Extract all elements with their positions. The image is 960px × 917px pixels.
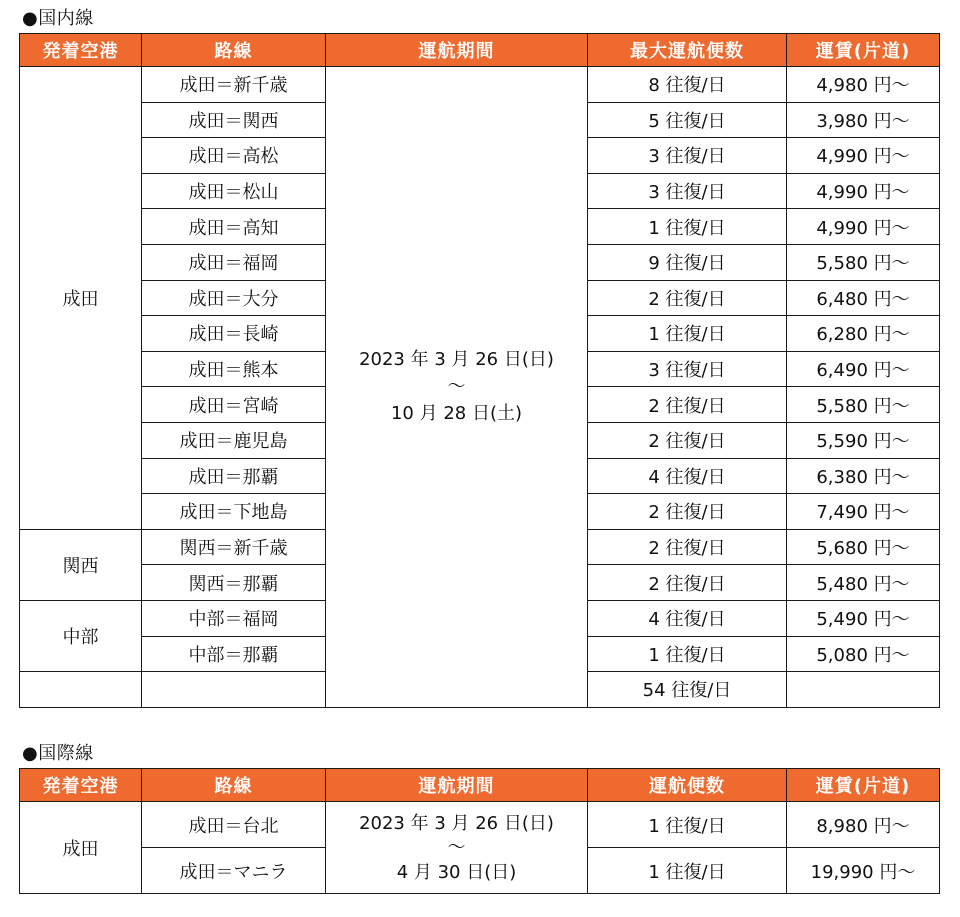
flights-cell: 2 往復/日 <box>588 387 787 423</box>
route-cell: 成田＝台北 <box>142 802 326 848</box>
table-row <box>20 802 940 848</box>
fare-cell: 19,990 円～ <box>787 848 940 894</box>
fare-cell: 5,580 円～ <box>787 387 940 423</box>
flights-cell: 2 往復/日 <box>588 422 787 458</box>
route-cell: 成田＝新千歳 <box>142 67 326 103</box>
route-cell: 成田＝関西 <box>142 102 326 138</box>
header-route: 路線 <box>142 769 326 802</box>
fare-cell: 5,680 円～ <box>787 529 940 565</box>
flights-cell: 2 往復/日 <box>588 529 787 565</box>
total-empty-cell <box>787 672 940 708</box>
total-flights: 54 往復/日 <box>588 672 787 708</box>
route-cell: 成田＝那覇 <box>142 458 326 494</box>
fare-cell: 3,980 円～ <box>787 102 940 138</box>
header-flights: 運航便数 <box>588 769 787 802</box>
header-max-flights: 最大運航便数 <box>588 34 787 67</box>
period-start: 2023 年 3 月 26 日(日) <box>359 812 554 834</box>
fare-cell: 5,080 円～ <box>787 636 940 672</box>
route-cell: 関西＝新千歳 <box>142 529 326 565</box>
fare-cell: 6,380 円～ <box>787 458 940 494</box>
header-route: 路線 <box>142 34 326 67</box>
period-end: 10 月 28 日(土) <box>390 402 523 424</box>
fare-cell: 6,280 円～ <box>787 316 940 352</box>
flights-cell: 1 往復/日 <box>588 848 787 894</box>
international-section-title: ●国際線 <box>22 743 94 764</box>
header-period: 運航期間 <box>326 34 588 67</box>
route-cell: 成田＝高知 <box>142 209 326 245</box>
route-cell: 成田＝福岡 <box>142 244 326 280</box>
flights-cell: 4 往復/日 <box>588 600 787 636</box>
fare-cell: 6,490 円～ <box>787 351 940 387</box>
route-cell: 中部＝福岡 <box>142 600 326 636</box>
domestic-routes-table <box>19 33 940 708</box>
fare-cell: 4,990 円～ <box>787 173 940 209</box>
table-row <box>20 67 940 103</box>
route-cell: 成田＝高松 <box>142 138 326 174</box>
flights-cell: 1 往復/日 <box>588 636 787 672</box>
route-cell: 中部＝那覇 <box>142 636 326 672</box>
flights-cell: 2 往復/日 <box>588 494 787 530</box>
route-cell: 成田＝マニラ <box>142 848 326 894</box>
fare-cell: 7,490 円～ <box>787 494 940 530</box>
header-fare: 運賃(片道) <box>787 769 940 802</box>
international-routes-table <box>19 768 940 894</box>
airport-kansai: 関西 <box>20 529 142 600</box>
fare-cell: 5,480 円～ <box>787 565 940 601</box>
header-airport: 発着空港 <box>20 34 142 67</box>
header-airport: 発着空港 <box>20 769 142 802</box>
fare-cell: 8,980 円～ <box>787 802 940 848</box>
flights-cell: 2 往復/日 <box>588 565 787 601</box>
operating-period <box>326 802 588 894</box>
route-cell: 成田＝鹿児島 <box>142 422 326 458</box>
airport-narita: 成田 <box>20 67 142 530</box>
route-cell: 成田＝下地島 <box>142 494 326 530</box>
total-empty-cell <box>20 672 142 708</box>
airport-narita: 成田 <box>20 802 142 894</box>
flights-cell: 3 往復/日 <box>588 351 787 387</box>
period-end: 4 月 30 日(日) <box>396 861 517 883</box>
flights-cell: 2 往復/日 <box>588 280 787 316</box>
period-separator: ～ <box>447 836 466 858</box>
operating-period <box>326 67 588 708</box>
period-start: 2023 年 3 月 26 日(日) <box>359 348 554 370</box>
fare-cell: 5,490 円～ <box>787 600 940 636</box>
flights-cell: 1 往復/日 <box>588 802 787 848</box>
header-period: 運航期間 <box>326 769 588 802</box>
fare-cell: 4,990 円～ <box>787 209 940 245</box>
route-cell: 成田＝熊本 <box>142 351 326 387</box>
route-cell: 成田＝宮崎 <box>142 387 326 423</box>
flights-cell: 8 往復/日 <box>588 67 787 103</box>
route-cell: 成田＝長崎 <box>142 316 326 352</box>
total-empty-cell <box>142 672 326 708</box>
flights-cell: 4 往復/日 <box>588 458 787 494</box>
flights-cell: 1 往復/日 <box>588 316 787 352</box>
flights-cell: 3 往復/日 <box>588 173 787 209</box>
period-separator: ～ <box>447 375 466 397</box>
flights-cell: 1 往復/日 <box>588 209 787 245</box>
fare-cell: 4,980 円～ <box>787 67 940 103</box>
fare-cell: 5,580 円～ <box>787 244 940 280</box>
fare-cell: 4,990 円～ <box>787 138 940 174</box>
airport-chubu: 中部 <box>20 600 142 671</box>
route-cell: 関西＝那覇 <box>142 565 326 601</box>
route-cell: 成田＝松山 <box>142 173 326 209</box>
fare-cell: 6,480 円～ <box>787 280 940 316</box>
table-header-row <box>20 769 940 802</box>
flights-cell: 5 往復/日 <box>588 102 787 138</box>
table-header-row <box>20 34 940 67</box>
route-cell: 成田＝大分 <box>142 280 326 316</box>
flights-cell: 3 往復/日 <box>588 138 787 174</box>
header-fare: 運賃(片道) <box>787 34 940 67</box>
fare-cell: 5,590 円～ <box>787 422 940 458</box>
flights-cell: 9 往復/日 <box>588 244 787 280</box>
domestic-section-title: ●国内線 <box>22 8 94 29</box>
